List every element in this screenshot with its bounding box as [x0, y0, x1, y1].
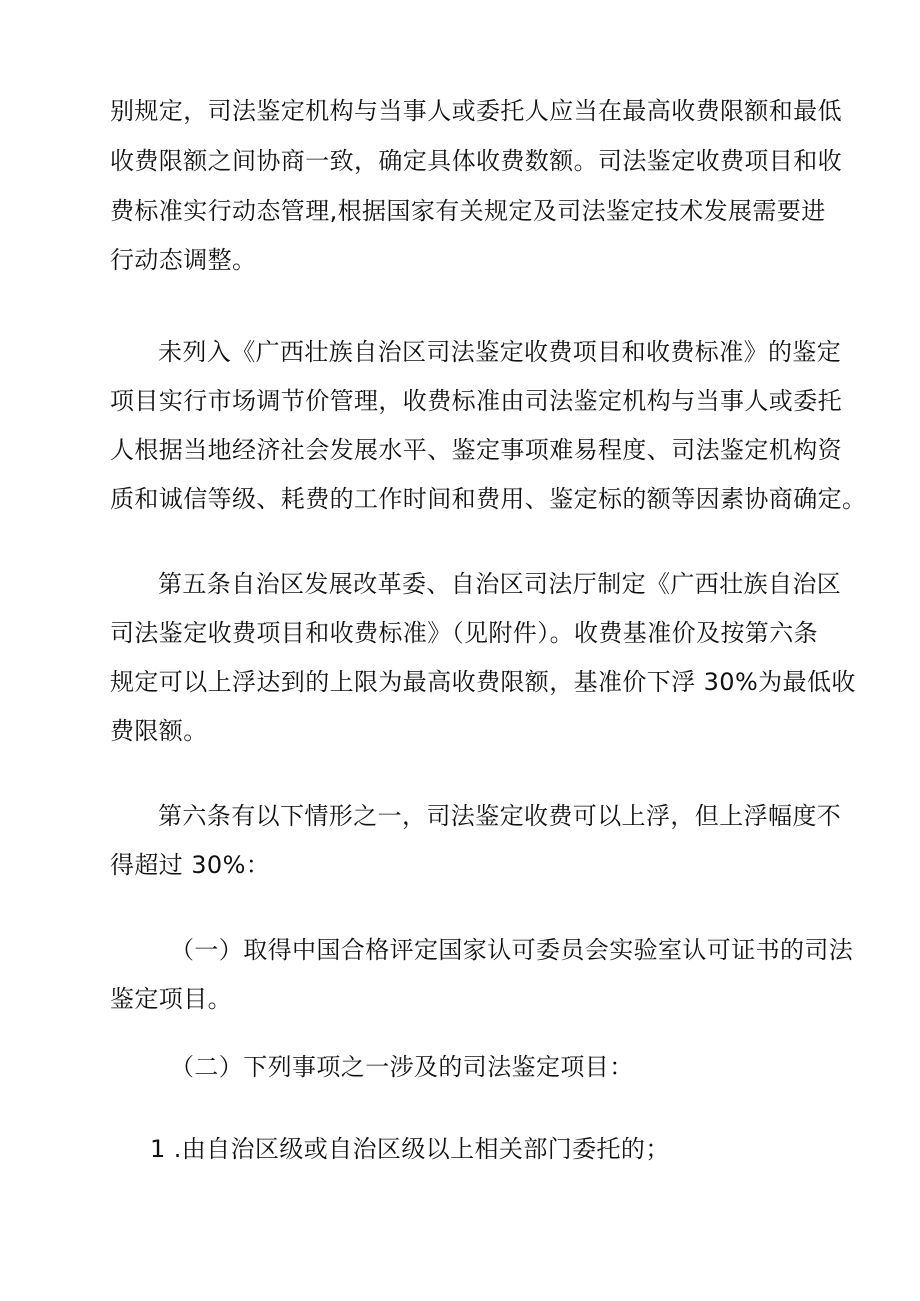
paragraph-line: 第六条有以下情形之一，司法鉴定收费可以上浮，但上浮幅度不 [158, 802, 842, 830]
paragraph-line: 人根据当地经济社会发展水平、鉴定事项难易程度、司法鉴定机构资 [110, 436, 842, 464]
paragraph-line: 第五条自治区发展改革委、自治区司法厅制定《广西壮族自治区 [158, 570, 842, 598]
paragraph-line: 费限额。 [110, 717, 208, 745]
paragraph-line: 别规定，司法鉴定机构与当事人或委托人应当在最高收费限额和最低 [110, 97, 842, 125]
paragraph-line: 1 .由自治区级或自治区级以上相关部门委托的； [150, 1135, 670, 1163]
paragraph-line: 得超过 30%： [110, 851, 271, 879]
paragraph-line: 规定可以上浮达到的上限为最高收费限额，基准价下浮 30%为最低收 [110, 668, 856, 696]
paragraph-line: 行动态调整。 [110, 246, 257, 274]
paragraph-line: 收费限额之间协商一致，确定具体收费数额。司法鉴定收费项目和收 [110, 147, 842, 175]
paragraph-line: （二）下列事项之一涉及的司法鉴定项目： [170, 1053, 634, 1081]
paragraph-line: 司法鉴定收费项目和收费标准》（见附件）。收费基准价及按第六条 [110, 619, 818, 647]
paragraph-line: （一）取得中国合格评定国家认可委员会实验室认可证书的司法 [170, 936, 854, 964]
paragraph-line: 费标准实行动态管理,根据国家有关规定及司法鉴定技术发展需要进 [110, 197, 826, 225]
paragraph-line: 未列入《广西壮族自治区司法鉴定收费项目和收费标准》的鉴定 [158, 338, 842, 366]
paragraph-line: 质和诚信等级、耗费的工作时间和费用、鉴定标的额等因素协商确定。 [110, 485, 867, 513]
paragraph-line: 鉴定项目。 [110, 985, 232, 1013]
paragraph-line: 项目实行市场调节价管理，收费标准由司法鉴定机构与当事人或委托 [110, 387, 842, 415]
